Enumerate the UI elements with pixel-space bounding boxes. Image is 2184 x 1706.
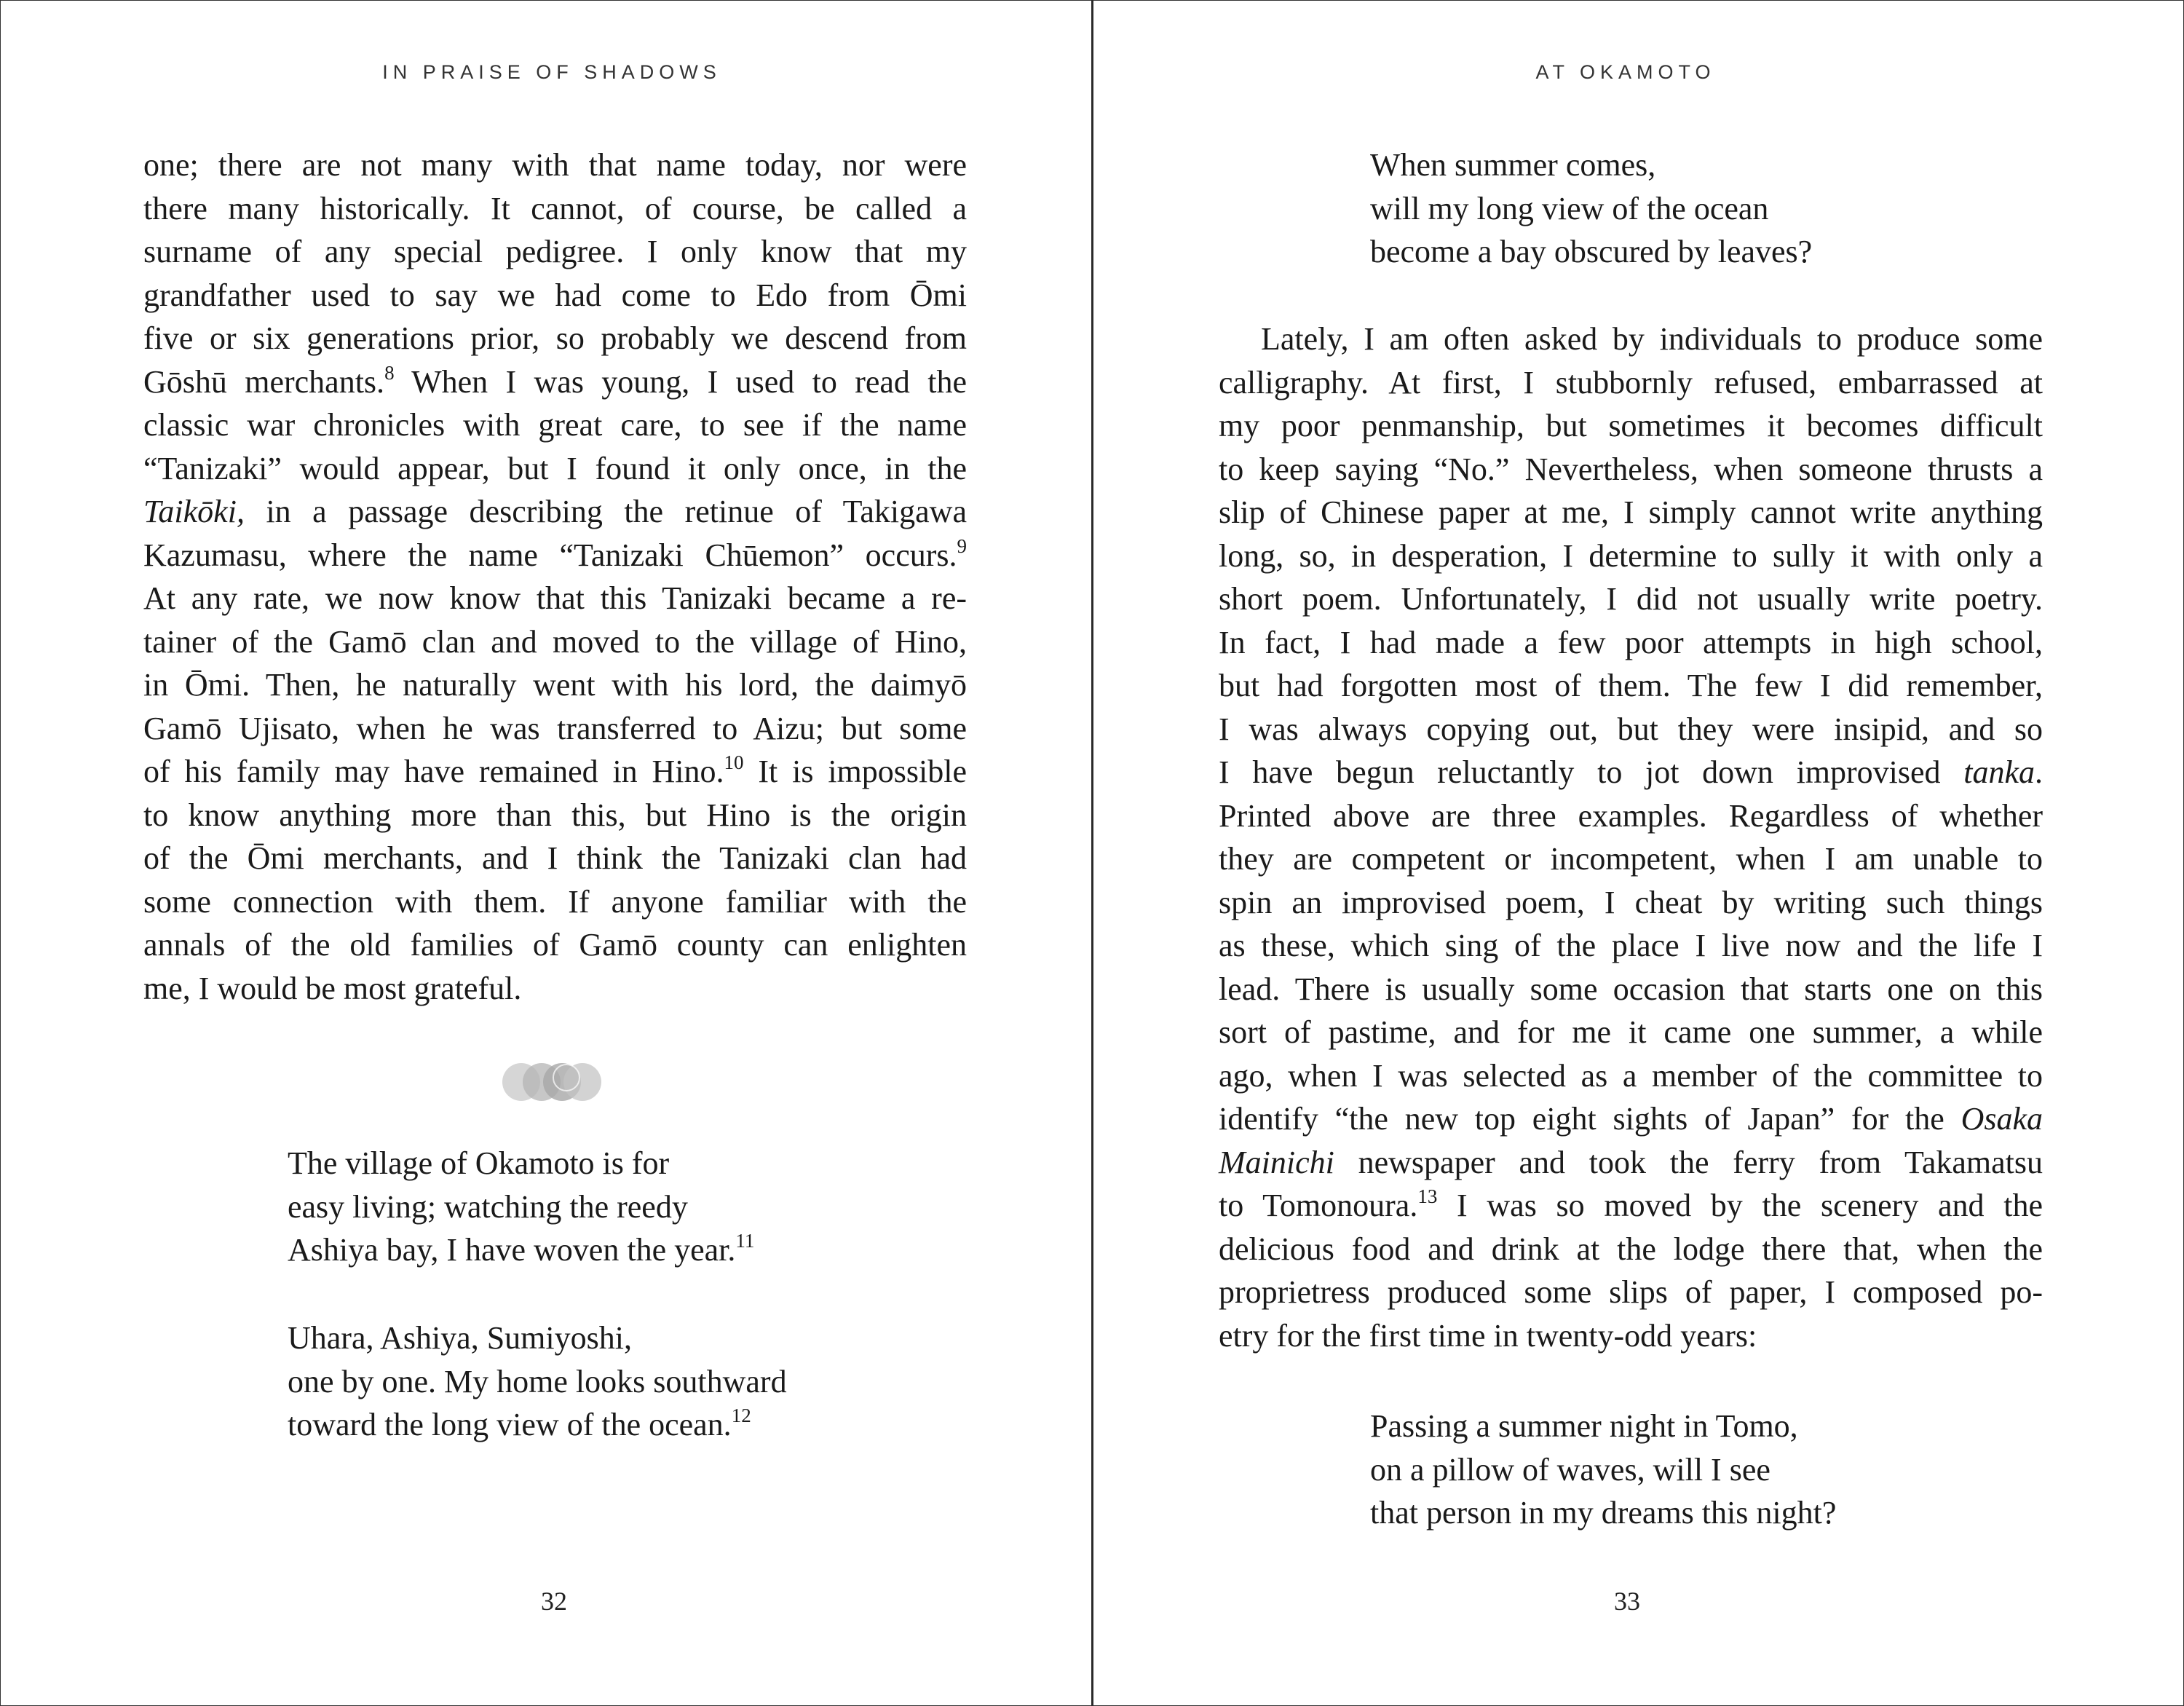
prose-line: there many historically. It cannot, of course, be called a <box>143 190 967 226</box>
prose-fragment: When I was young, I used to read the <box>411 363 967 400</box>
prose-line: At any rate, we now know that this Tanizaki became a re- <box>143 580 967 616</box>
prose-line: I was always copying out, but they were insipid, and so <box>1219 711 2043 747</box>
running-head-left: IN PRAISE OF SHADOWS <box>382 61 721 83</box>
verse-line: Passing a summer night in Tomo, <box>1370 1408 1798 1444</box>
poem-summer <box>1370 143 1812 274</box>
prose-line: surname of any special pedigree. I only know that my <box>143 234 967 269</box>
prose-line: etry for the first time in twenty-odd years: <box>1219 1317 1757 1354</box>
footnote-ref-12[interactable]: 12 <box>731 1405 751 1427</box>
prose-line: lead. There is usually some occasion that starts one on this <box>1219 971 2043 1007</box>
prose-line: annals of the old families of Gamō county can enlighten <box>143 927 967 963</box>
prose-line: In fact, I had made a few poor attempts in high school, <box>1219 624 2043 660</box>
term-tanka: tanka <box>1963 754 2035 790</box>
poem-uhara <box>288 1316 787 1447</box>
prose-line: as these, which sing of the place I live now and the life I <box>1219 928 2043 963</box>
page-number-right: 33 <box>1614 1587 1640 1616</box>
prose-line: to keep saying “No.” Nevertheless, when someone thrusts a <box>1219 451 2043 487</box>
prose-line: my poor penmanship, but sometimes it becomes difficult <box>1219 408 2043 443</box>
verse-line: become a bay obscured by leaves? <box>1370 234 1813 269</box>
newspaper-title-osaka: Osaka <box>1961 1101 2043 1137</box>
prose-line: I have begun reluctantly to jot down improvised tanka. <box>1219 754 2043 790</box>
left-prose <box>143 143 967 1010</box>
prose-line <box>1219 1097 2043 1141</box>
prose-line: to know anything more than this, but Hino is the origin <box>143 797 967 833</box>
prose-fragment: identify “the new top eight sights of Japan” for the <box>1219 1101 1944 1137</box>
verse-line: The village of Okamoto is for <box>288 1145 670 1181</box>
prose-line: ago, when I was selected as a member of the committee to <box>1219 1057 2043 1094</box>
verse-line <box>288 1403 787 1447</box>
prose-line: tainer of the Gamō clan and moved to the village of Hino, <box>143 623 967 660</box>
prose-fragment: It is impossible <box>758 754 968 789</box>
prose-line: five or six generations prior, so probably we descend from <box>143 320 967 356</box>
verse-fragment: toward the long view of the ocean. <box>288 1407 732 1442</box>
prose-fragment: Gōshū merchants. <box>143 363 385 400</box>
verse-line: that person in my dreams this night? <box>1370 1495 1837 1531</box>
prose-line: “Tanizaki” would appear, but I found it only once, in the <box>143 450 967 486</box>
prose-line: delicious food and drink at the lodge there that, when the <box>1219 1231 2043 1267</box>
verse-line: one by one. My home looks southward <box>288 1363 787 1399</box>
right-prose <box>1219 317 2043 1357</box>
prose-line: in Ōmi. Then, he naturally went with his lord, the daimyō <box>143 667 967 703</box>
prose-line: slip of Chinese paper at me, I simply cannot write anything <box>1219 494 2043 530</box>
prose-line <box>143 360 967 404</box>
verse-line: Uhara, Ashiya, Sumiyoshi, <box>288 1320 632 1356</box>
prose-line: short poem. Unfortunately, I did not usually write poetry. <box>1219 581 2043 617</box>
verse-line: will my long view of the ocean <box>1370 190 1769 226</box>
page-number-left: 32 <box>541 1587 567 1616</box>
verse-line: easy living; watching the reedy <box>288 1188 688 1225</box>
book-title-taikoki: Taikōki, <box>143 494 245 529</box>
prose-line <box>1219 1184 2043 1228</box>
prose-line: Printed above are three examples. Regardless of whether <box>1219 797 2043 834</box>
prose-line: classic war chronicles with great care, to see if the name <box>143 407 967 443</box>
prose-line <box>143 750 967 794</box>
poem-okamoto <box>288 1142 754 1272</box>
footnote-ref-8[interactable]: 8 <box>384 361 395 384</box>
prose-line: of the Ōmi merchants, and I think the Tanizaki clan had <box>143 840 967 876</box>
prose-fragment: I was so moved by the scenery and the <box>1457 1188 2043 1223</box>
prose-line: one; there are not many with that name today, nor were <box>143 147 967 183</box>
prose-fragment: newspaper and took the ferry from Takamatsu <box>1358 1144 2043 1180</box>
prose-line: spin an improvised poem, I cheat by writing such things <box>1219 884 2043 920</box>
poem-tomo <box>1370 1405 1836 1535</box>
prose-line: Lately, I am often asked by individuals to produce some <box>1261 321 2043 357</box>
footnote-ref-9[interactable]: 9 <box>957 534 967 557</box>
prose-fragment: of his family may have remained in Hino. <box>143 754 724 789</box>
circles-ornament <box>496 1056 613 1108</box>
prose-line: proprietress produced some slips of paper, I composed po- <box>1219 1274 2043 1310</box>
prose-line: calligraphy. At first, I stubbornly refused, embarrassed at <box>1219 364 2043 400</box>
prose-line: some connection with them. If anyone familiar with the <box>143 883 967 920</box>
right-page <box>1093 0 2184 1706</box>
prose-line <box>143 534 967 577</box>
prose-fragment: in a passage describing the retinue of Takigawa <box>266 494 967 529</box>
prose-line: grandfather used to say we had come to Edo from Ōmi <box>143 277 967 313</box>
newspaper-title-mainichi: Mainichi <box>1219 1144 1334 1180</box>
verse-line <box>288 1228 754 1272</box>
running-head-right: AT OKAMOTO <box>1535 61 1716 83</box>
verse-line: on a pillow of waves, will I see <box>1370 1451 1770 1488</box>
prose-line: Gamō Ujisato, when he was transferred to Aizu; but some <box>143 710 967 746</box>
prose-line: long, so, in desperation, I determine to sully it with only a <box>1219 537 2043 574</box>
prose-line <box>143 490 967 534</box>
prose-line: they are competent or incompetent, when I am unable to <box>1219 841 2043 877</box>
verse-fragment: Ashiya bay, I have woven the year. <box>288 1232 736 1268</box>
left-page <box>0 0 1091 1706</box>
prose-line: sort of pastime, and for me it came one summer, a while <box>1219 1014 2043 1050</box>
prose-fragment: Kazumasu, where the name “Tanizaki Chūemon” occurs. <box>143 537 957 573</box>
prose-line <box>1219 1141 2043 1185</box>
verse-line: When summer comes, <box>1370 147 1656 183</box>
footnote-ref-13[interactable]: 13 <box>1417 1185 1438 1208</box>
footnote-ref-11[interactable]: 11 <box>735 1230 755 1252</box>
prose-fragment: I have begun reluctantly to jot down improvised <box>1219 754 1941 790</box>
prose-line: but had forgotten most of them. The few I did remember, <box>1219 668 2043 703</box>
prose-fragment: to Tomonoura. <box>1219 1188 1418 1223</box>
prose-line: me, I would be most grateful. <box>143 970 522 1006</box>
footnote-ref-10[interactable]: 10 <box>724 751 744 774</box>
